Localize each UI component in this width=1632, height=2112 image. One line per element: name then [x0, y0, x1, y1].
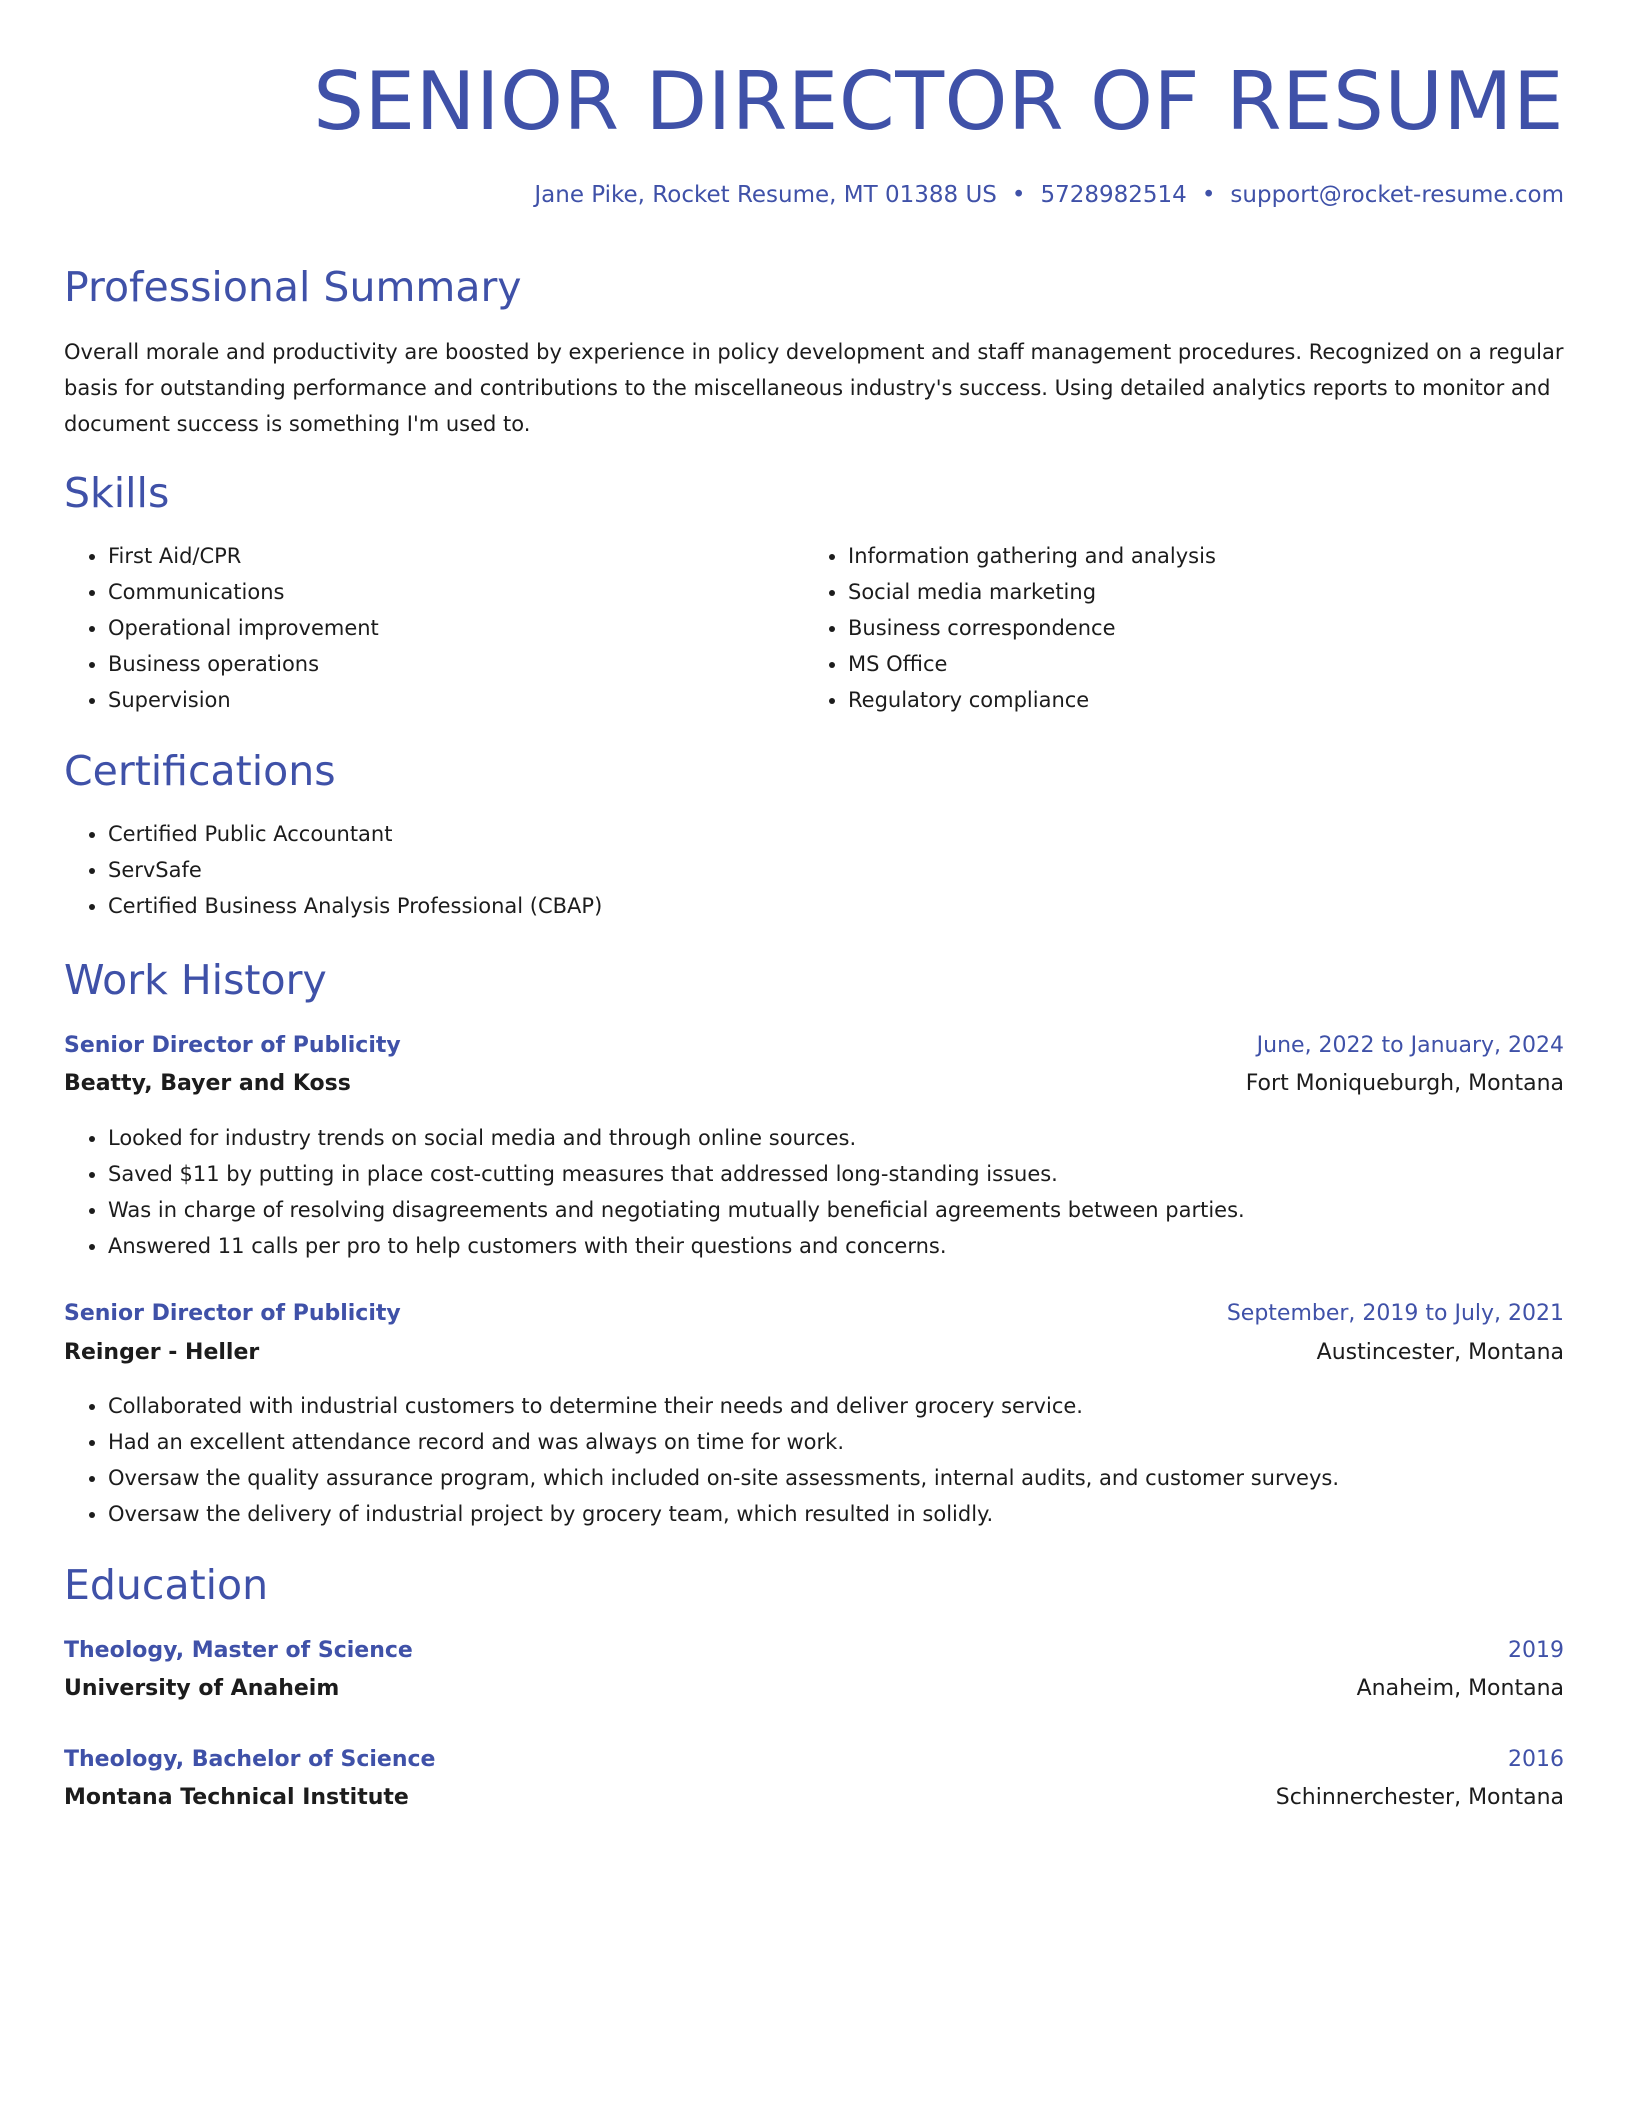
education-school-row	[64, 1779, 1564, 1817]
skills-list-right	[804, 538, 1216, 718]
education-heading: Education	[64, 1561, 269, 1609]
contact-address: Jane Pike, Rocket Resume, MT 01388 US	[534, 182, 997, 208]
skill-item: • Communications	[108, 574, 379, 610]
skill-item: • Business operations	[108, 646, 379, 682]
education-degree-row	[64, 1741, 1564, 1779]
contact-separator: •	[1011, 182, 1026, 208]
skills-list-left	[64, 538, 379, 718]
skill-item: • MS Office	[848, 646, 1216, 682]
skill-item: • Operational improvement	[108, 610, 379, 646]
education-school-row	[64, 1670, 1564, 1708]
job-bullet: • Was in charge of resolving disagreements and negotiating mutually beneficial agreements between parties.	[108, 1192, 1245, 1228]
job-bullet: • Collaborated with industrial customers to determine their needs and deliver grocery service.	[108, 1388, 1339, 1424]
job-dates: September, 2019 to July, 2021	[1226, 1301, 1564, 1326]
certifications-list	[64, 816, 602, 924]
job-company-row	[64, 1334, 1564, 1372]
summary-heading: Professional Summary	[64, 263, 522, 311]
education-degree: Theology, Master of Science	[64, 1638, 413, 1663]
education-degree-row	[64, 1632, 1564, 1670]
job-role: Senior Director of Publicity	[64, 1033, 401, 1058]
skill-item: • Business correspondence	[848, 610, 1216, 646]
job-dates: June, 2022 to January, 2024	[1256, 1033, 1564, 1058]
skill-item: • Social media marketing	[848, 574, 1216, 610]
job-bullet: • Saved $11 by putting in place cost-cutting measures that addressed long-standing issues.	[108, 1156, 1245, 1192]
job-bullets	[64, 1388, 1339, 1532]
education-school: University of Anaheim	[64, 1676, 340, 1701]
skill-item: • First Aid/CPR	[108, 538, 379, 574]
education-degree: Theology, Bachelor of Science	[64, 1747, 436, 1772]
certification-item: • ServSafe	[108, 852, 602, 888]
candidate-name: SENIOR DIRECTOR OF RESUME	[313, 55, 1564, 148]
skill-item: • Regulatory compliance	[848, 682, 1216, 718]
certification-item: • Certified Public Accountant	[108, 816, 602, 852]
job-title-row	[64, 1027, 1564, 1065]
job-role: Senior Director of Publicity	[64, 1301, 401, 1326]
education-year: 2019	[1508, 1638, 1564, 1663]
job-bullet: • Looked for industry trends on social media and through online sources.	[108, 1120, 1245, 1156]
contact-phone[interactable]: 5728982514	[1040, 182, 1187, 208]
work-history-heading: Work History	[64, 956, 327, 1004]
certification-item: • Certified Business Analysis Professional (CBAP)	[108, 888, 602, 924]
education-year: 2016	[1508, 1747, 1564, 1772]
skill-item: • Information gathering and analysis	[848, 538, 1216, 574]
skill-item: • Supervision	[108, 682, 379, 718]
job-company-row	[64, 1065, 1564, 1103]
contact-email[interactable]: support@rocket-resume.com	[1230, 182, 1564, 208]
certifications-heading: Certifications	[64, 747, 336, 795]
job-location: Austincester, Montana	[1316, 1340, 1564, 1365]
contact-separator: •	[1201, 182, 1216, 208]
job-location: Fort Moniqueburgh, Montana	[1245, 1071, 1564, 1096]
job-bullet: • Answered 11 calls per pro to help customers with their questions and concerns.	[108, 1228, 1245, 1264]
job-company: Beatty, Bayer and Koss	[64, 1071, 351, 1096]
job-bullet: • Had an excellent attendance record and was always on time for work.	[108, 1424, 1339, 1460]
education-location: Schinnerchester, Montana	[1275, 1785, 1564, 1810]
skills-heading: Skills	[64, 469, 170, 517]
job-bullets	[64, 1120, 1245, 1264]
job-company: Reinger - Heller	[64, 1340, 260, 1365]
contact-line	[534, 180, 1564, 210]
summary-text: Overall morale and productivity are boosted by experience in policy development and staff management procedures. Recognized on a regular basis for outstanding performance and contributions to the miscellaneous industry's success. Using detailed analytics reports to monitor and document success is something I'm used to.	[64, 340, 1564, 436]
job-title-row	[64, 1295, 1564, 1333]
education-school: Montana Technical Institute	[64, 1785, 409, 1810]
job-bullet: • Oversaw the quality assurance program, which included on-site assessments, internal audits, and customer surveys.	[108, 1460, 1339, 1496]
job-bullet: • Oversaw the delivery of industrial project by grocery team, which resulted in solidly.	[108, 1496, 1339, 1532]
education-location: Anaheim, Montana	[1356, 1676, 1564, 1701]
